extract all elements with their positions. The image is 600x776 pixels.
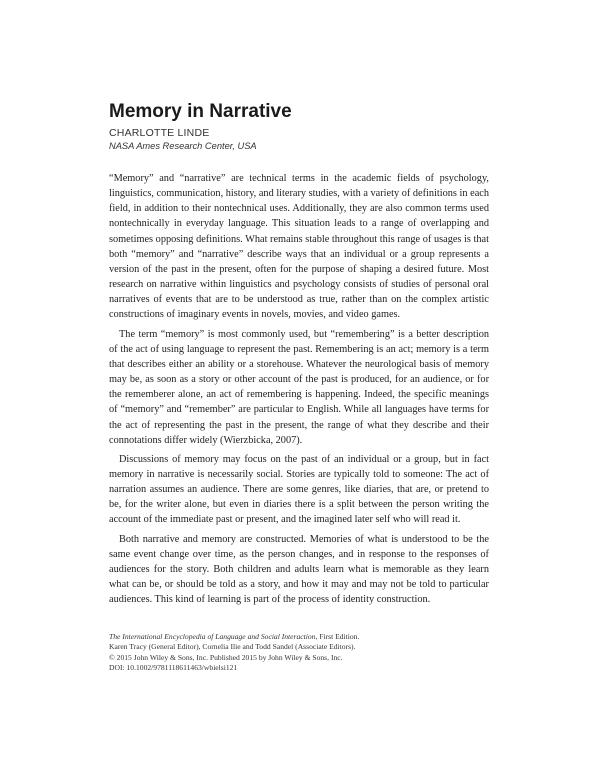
footer-doi: DOI: 10.1002/9781118611463/wbielsi121 (109, 662, 238, 672)
encyclopedia-title: The International Encyclopedia of Language and Social Interaction (109, 632, 316, 641)
body-paragraph-4: Both narrative and memory are constructed. Memories of what is understood to be the same event change over time, as the person changes, and in response to the responses of audiences for the story. Both children and adults learn what is memorable as they learn what can be, or should be told as a story, and how it may and may not be told to particular audiences. This kind of learning is part of the process of identity construction. (109, 533, 489, 606)
edition-label: , First Edition. (315, 632, 360, 641)
footer-source-line (109, 632, 499, 642)
citation-footer (109, 632, 499, 673)
article-body (109, 171, 489, 611)
footer-editors: Karen Tracy (General Editor), Cornelia Ilie and Todd Sandel (Associate Editors). (109, 642, 356, 652)
author-affiliation: NASA Ames Research Center, USA (109, 141, 257, 151)
article-title: Memory in Narrative (109, 101, 292, 122)
footer-copyright: © 2015 John Wiley & Sons, Inc. Published 2015 by John Wiley & Sons, Inc. (109, 652, 343, 662)
author-name: CHARLOTTE LINDE (109, 127, 210, 139)
body-paragraph-2: The term “memory” is most commonly used, but “remembering” is a better description of the act of using language to represent the past. Remembering is an act; memory is a term that describes either an ability or a storehouse. Whatever the neurological basis of memory may be, as soon as a story or other account of the past is produced, for an audience, or for the rememberer alone, an act of remembering is happening. Indeed, the specific meanings of “memory” and “remember” are particular to English. While all languages have terms for the act of representing the past in the present, the range of what they describe and their connotations differ widely (Wierzbicka, 2007). (109, 328, 489, 446)
body-paragraph-1: “Memory” and “narrative” are technical terms in the academic fields of psychology, linguistics, communication, history, and literary studies, with a variety of definitions in each field, in addition to their nontechnical uses. Additionally, they are also common terms used nontechnically in everyday language. This situation leads to a range of overlapping and sometimes opposing definitions. What remains stable throughout this range of usages is that both “memory” and “narrative” describe ways that an individual or a group represents a version of the past in the present, often for the purpose of shaping a desired future. Most research on narrative within linguistics and psychology consists of studies of personal oral narratives of events that are to be understood as true, rather than on the complex artistic constructions of imaginary events in novels, movies, and video games. (109, 173, 489, 321)
body-paragraph-3: Discussions of memory may focus on the past of an individual or a group, but in fact memory in narrative is necessarily social. Stories are typically told to someone: The act of narration assumes an audience. There are some genres, like diaries, that are, or pretend to be, for the writer alone, but even in diaries there is a split between the person writing the account of the immediate past or present, and the imagined later self who will read it. (109, 453, 489, 526)
